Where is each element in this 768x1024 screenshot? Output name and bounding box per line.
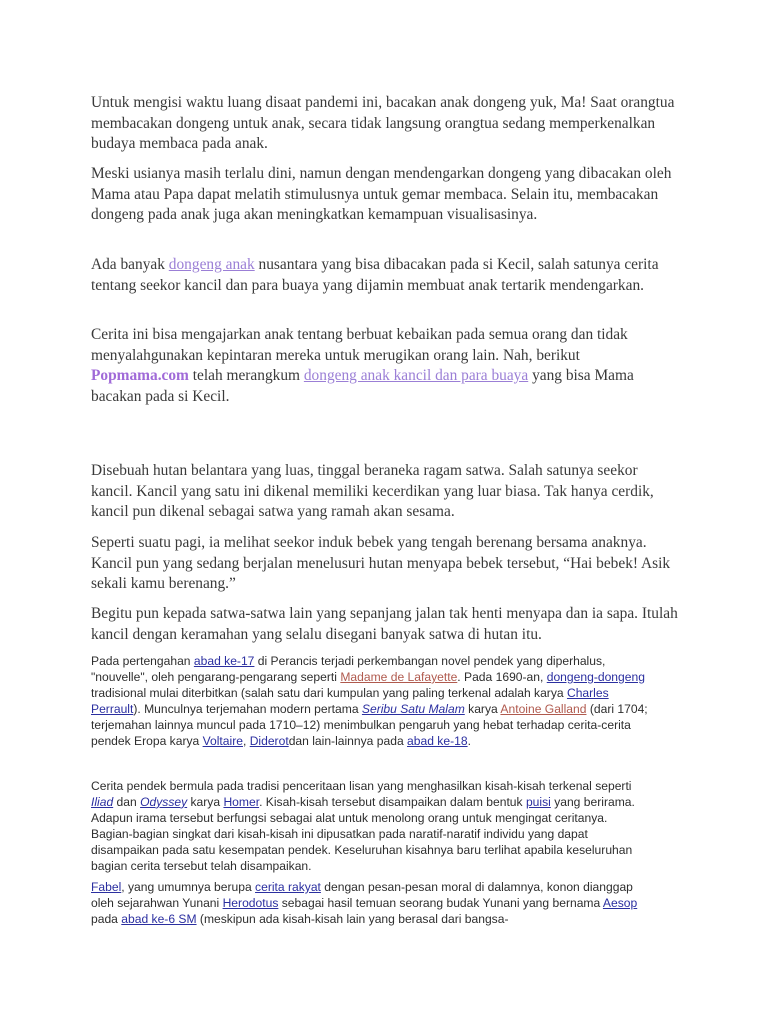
cerita-rakyat-link[interactable]: cerita rakyat	[255, 880, 321, 894]
text-run: Cerita pendek bermula pada tradisi penceritaan lisan yang menghasilkan kisah-kisah terkenal seperti	[91, 779, 632, 793]
text-run: tradisional mulai diterbitkan (salah satu dari kumpulan yang paling terkenal adalah karya	[91, 685, 567, 700]
text-run: karya	[464, 701, 501, 716]
puisi-link[interactable]: puisi	[525, 794, 551, 809]
text-run: pada	[91, 911, 122, 926]
popmama-brand-link[interactable]: Popmama.com	[91, 367, 189, 384]
intro-paragraph: Untuk mengisi waktu luang disaat pandemi ini, bacakan anak dongeng yuk, Ma! Saat orangtua membacakan dongeng untuk anak, secara tidak langsung orangtua sedang memperkenalkan budaya membaca pada anak.	[91, 94, 675, 152]
text-run: . Kisah-kisah tersebut disampaikan dalam bentuk	[259, 794, 526, 809]
text-run: Ada banyak	[91, 256, 169, 273]
text-run: Pada pertengahan	[91, 654, 194, 668]
text-run: telah merangkum	[188, 367, 304, 384]
text-run: . Pada 1690-an,	[457, 669, 547, 684]
fabel-link[interactable]: Fabel	[91, 880, 122, 894]
text-run: , yang umumnya berupa	[121, 880, 256, 894]
diderot-link[interactable]: Diderot	[249, 733, 289, 748]
kancil-buaya-link[interactable]: dongeng anak kancil dan para buaya	[303, 367, 529, 384]
text-run: nusantara yang bisa dibacakan pada si Kecil, salah satunya cerita tentang seekor kancil dan para buaya yang dijamin membuat anak tertarik mendengarkan.	[91, 256, 659, 294]
text-run: di Perancis terjadi perkembangan novel pendek yang diperhalus, "nouvelle", oleh pengarang-pengarang seperti	[91, 654, 606, 684]
abad-18-link[interactable]: abad ke-18	[407, 733, 468, 748]
text-run: Cerita ini bisa mengajarkan anak tentang berbuat kebaikan pada semua orang dan tidak menyalahgunakan kepintaran mereka untuk merugikan orang lain. Nah, berikut	[91, 326, 628, 364]
text-run: dan lain-lainnya pada	[288, 733, 408, 748]
dongeng-link[interactable]: dongeng-dongeng	[546, 669, 645, 684]
text-run: sebagai hasil temuan seorang budak Yunani yang bernama	[278, 895, 603, 910]
friendly-paragraph: Begitu pun kepada satwa-satwa lain yang sepanjang jalan tak henti menyapa dan ia sapa. Itulah kancil dengan keramahan yang selalu disegani banyak satwa di hutan itu.	[91, 605, 678, 643]
abad-6-sm-link[interactable]: abad ke-6 SM	[121, 911, 197, 926]
text-run: dengan pesan-pesan moral di dalamnya, konon dianggap oleh sejarahwan Yunani	[91, 880, 633, 910]
text-run: dan	[113, 794, 141, 809]
galland-link[interactable]: Antoine Galland	[500, 701, 587, 716]
summary-paragraph	[91, 325, 681, 407]
dongeng-anak-link[interactable]: dongeng anak	[168, 256, 255, 273]
text-run: .	[467, 733, 471, 748]
history-paragraph	[91, 654, 651, 749]
oral-tradition-paragraph	[91, 779, 651, 874]
herodotus-link[interactable]: Herodotus	[222, 895, 279, 910]
story-choice-paragraph	[91, 255, 681, 296]
benefit-paragraph: Meski usianya masih terlalu dini, namun dengan mendengarkan dongeng yang dibacakan oleh Mama atau Papa dapat melatih stimulusnya untuk gemar membaca. Selain itu, membacakan dongeng pada anak juga akan meningkatkan kemampuan visualisasinya.	[91, 165, 672, 223]
text-run: ). Munculnya terjemahan modern pertama	[133, 701, 362, 716]
lafayette-link[interactable]: Madame de Lafayette	[340, 669, 458, 684]
forest-paragraph: Disebuah hutan belantara yang luas, tinggal beraneka ragam satwa. Salah satunya seekor kancil. Kancil yang satu ini dikenal memiliki kecerdikan yang luar biasa. Tak hanya cerdik, kancil pun dikenal sebagai satwa yang ramah akan sesama.	[91, 462, 654, 520]
text-run: karya	[187, 794, 224, 809]
text-run: yang berirama. Adapun irama tersebut berfungsi sebagai alat untuk menolong orang untuk mengingat ceritanya. Bagian-bagian singkat dari kisah-kisah ini dipusatkan pada naratif-naratif individu yang dapat disampaikan pada satu kesempatan pendek. Keseluruhan kisahnya baru terlihat apabila keseluruhan bagian cerita tersebut telah disampaikan.	[91, 794, 635, 873]
text-run: (meskipun ada kisah-kisah lain yang berasal dari bangsa-	[196, 911, 509, 926]
homer-link[interactable]: Homer	[223, 794, 260, 809]
aesop-link[interactable]: Aesop	[602, 895, 638, 910]
odyssey-link[interactable]: Odyssey	[140, 794, 188, 809]
seribu-satu-malam-link[interactable]: Seribu Satu Malam	[361, 701, 465, 716]
iliad-link[interactable]: Iliad	[91, 794, 114, 809]
text-run: ,	[242, 733, 250, 748]
fable-paragraph	[91, 880, 651, 928]
duck-paragraph: Seperti suatu pagi, ia melihat seekor induk bebek yang tengah berenang bersama anaknya. Kancil pun yang sedang berjalan menelusuri hutan menyapa bebek tersebut, “Hai bebek! Asik sekali kamu berenang.”	[91, 534, 671, 592]
perrault-link[interactable]: Charles Perrault	[91, 685, 609, 716]
text-run: (dari 1704; terjemahan lainnya muncul pada 1710–12) menimbulkan pengaruh yang hebat terhadap cerita-cerita pendek Eropa karya	[91, 701, 648, 748]
text-run: yang bisa Mama bacakan pada si Kecil.	[91, 367, 634, 405]
voltaire-link[interactable]: Voltaire	[202, 733, 243, 748]
abad-17-link[interactable]: abad ke-17	[193, 654, 255, 668]
